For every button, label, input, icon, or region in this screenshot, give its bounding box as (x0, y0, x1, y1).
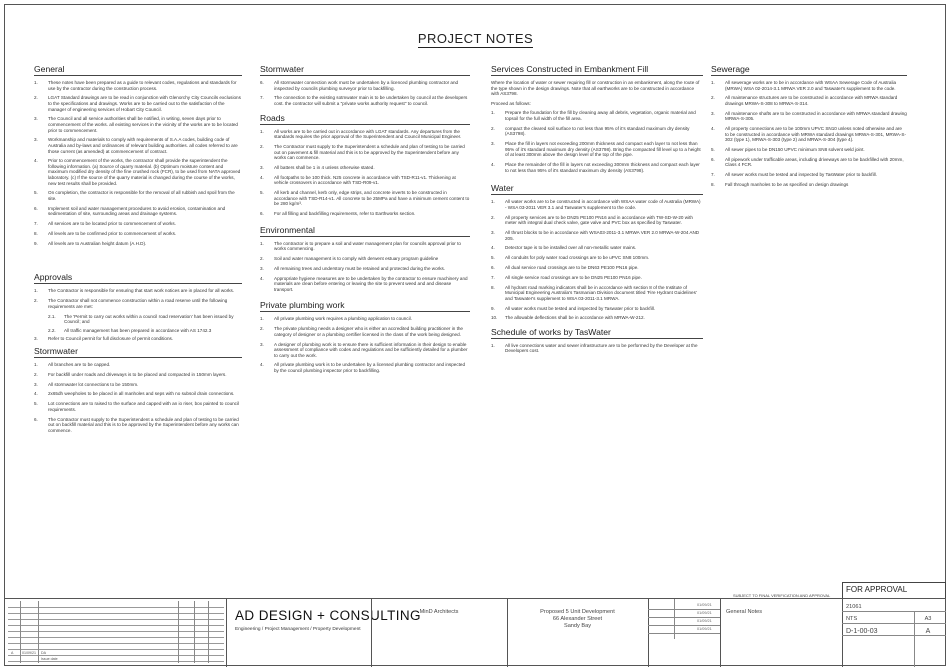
general-notes-list (34, 80, 242, 246)
drawing-title: General Notes (726, 609, 763, 615)
list-item (260, 276, 470, 293)
list-item-text: The private plumbing needs a designer who is either an accredited building practitioner in the category of designer or a plumbing certifier licensed in the class of the work being designed. (274, 326, 463, 337)
drawing-number: D-1-00-03 (846, 628, 878, 635)
list-item-number: 3. (34, 116, 38, 122)
list-item (711, 111, 907, 122)
list-item-number: 5. (711, 147, 715, 153)
list-item-text: These notes have been prepared as a guide to relevant codes, regulations and standards for use by the contractor during the construction process. (48, 80, 237, 91)
list-item (260, 95, 470, 106)
sub-list-item: 2.1. The 'Permit to carry out works within a council road reservation' has been issued by Council; and (48, 313, 234, 325)
revision-table (8, 601, 224, 663)
list-item-text: Detector tape is to be installed over all non-metallic water mains. (505, 245, 637, 251)
list-item-text: All works are to be carried out in accordance with LGAT standards. Any departures from the standards requires the prior approval of the Superintendent and Council Municipal Engineer. (274, 128, 462, 140)
list-item-number: 6. (491, 264, 495, 270)
list-item-number: 3. (260, 341, 264, 347)
list-item-text: All thrust blocks to be in accordance with WSA03-2011-3.1 MRWA VER 2.0 MRWA-W-204 AND 205. (505, 230, 700, 241)
list-item (491, 275, 703, 281)
section-heading-stormwater-cont: Stormwater (260, 64, 470, 76)
list-item (711, 157, 907, 168)
list-item-number: 6. (711, 156, 715, 162)
list-item-number: 4. (711, 126, 715, 132)
list-item-text: All sewer pipes to be DN150 UPVC minimum SN8 solvent weld joint. (725, 147, 865, 153)
revision-description: DA (41, 651, 46, 655)
list-item (260, 80, 470, 91)
column-2 (260, 60, 470, 378)
stormwater-cont-list (260, 80, 470, 107)
list-item-text: All maintenance structures are to be constructed in accordance with MRWA standard drawings MRWA-S-308 to MRWA-S-314. (725, 95, 898, 106)
list-item-text: All stormwater lot connections to be 150mm. (48, 381, 139, 387)
list-item-text: Workmanship and materials to comply with requirements of S.A.A codes, building code of Australia and by-laws and ordinances of relevant building authorities. all codes referred to are those current (as amended) at commencement of contract. (48, 137, 238, 154)
list-item-text: All private plumbing work is to be undertaken by a licensed plumbing contractor and inspected by the council plumbing inspector prior to backfilling. (274, 362, 466, 374)
list-item (34, 137, 242, 154)
list-item (711, 80, 907, 91)
roads-notes-list (260, 129, 470, 217)
list-item (34, 80, 242, 91)
subject-note: SUBJECT TO FINAL VERIFICATION AND APPROVAL (733, 593, 831, 598)
list-item: 3. Refer to Council permit for full disclosure of permit conditions. (34, 336, 174, 342)
list-item (260, 175, 470, 186)
section-heading-approvals: Approvals (34, 272, 242, 284)
list-item (491, 110, 703, 121)
list-item-text: All remaining trees and understory must be retained and protected during the works. (274, 265, 446, 271)
list-item-text: All sewerage works are to be in accordance with WSAA Sewerage Code of Australia (MRWA) WSA 02-2014-3.1 MRWA VER 2.0 and Taswater's supplement to the code. (725, 80, 897, 91)
list-item-number: 6. (260, 211, 264, 217)
list-item-number: 1. (260, 316, 264, 322)
list-item-text: On completion, the contractor is responsible for the removal of all rubbish and spoil from the site. (48, 190, 235, 202)
check-date-4: 01/09/21 (697, 627, 712, 631)
list-item-text: All maintenance shafts are to be constructed in accordance with MRWA standard drawing MRWA-S-305. (725, 110, 907, 122)
revision-letter: A (11, 651, 14, 655)
section-heading-water: Water (491, 183, 703, 195)
plumbing-notes-list (260, 316, 470, 373)
list-item-number: 7. (34, 221, 38, 227)
water-notes-list (491, 199, 703, 321)
list-item-text: compact the cleared soil surface to not less than 95% of it's standard maximum dry density (AS3798). (505, 125, 690, 137)
column-1 (34, 60, 242, 438)
column-4 (711, 60, 907, 192)
list-item (491, 141, 703, 158)
list-item (491, 126, 703, 137)
list-item-number: 5. (34, 401, 38, 407)
stormwater-notes-list (34, 362, 242, 433)
list-item (260, 165, 470, 171)
list-item-number: 9. (491, 305, 495, 311)
list-item-text: All levels are to be confirmed prior to commencement of works. (48, 230, 177, 236)
list-item-number: 1. (34, 80, 38, 85)
list-item-number: 4. (260, 275, 264, 281)
project-line-1: Proposed 5 Unit Development (540, 609, 615, 615)
list-item (491, 306, 703, 312)
list-item-text: All live connections water and sewer infrastructure are to be performed by the Developer at the Developers cost. (505, 342, 698, 354)
list-item (491, 343, 703, 354)
list-item-text: Place the fill in layers not exceeding 200mm thickness and compact each layer to not less than 95% of it's standard maximum dry density (AS3798). Bring the compacted fill level up to a height of at least 300mm above the design level of the top of the pipe. (505, 141, 701, 158)
list-item-text: All stormwater connection work must be undertaken by a licenced plumbing contractor and inspected by councils plumbing surveyor prior to backfilling. (274, 80, 459, 91)
list-item-text: Prepare the foundation for the fill by cleaning away all debris, vegetation, organic material and topsoil for the full width of the fill area. (505, 110, 696, 121)
list-item-number: 4. (260, 174, 264, 180)
approval-status: FOR APPROVAL (842, 582, 946, 598)
section-heading-stormwater: Stormwater (34, 346, 242, 358)
job-number: 21061 (846, 604, 862, 610)
list-item-number: 4. (491, 162, 495, 168)
list-item (491, 265, 703, 271)
list-item: 2. The Contractor shall not commence construction within a road reserve until the following requirements are met: (34, 298, 228, 309)
section-heading-schedule: Schedule of works by TasWater (491, 327, 703, 339)
list-item (711, 147, 907, 153)
list-item-number: 5. (260, 190, 264, 196)
list-item-text: Prior to commencement of the works, the contractor shall provide the superintendent the following information. (a) Source of quarry material. (b) Optimum moisture content and maximum modified dry density of the fine crushed rock (FCR), to be used from NATA approved laboratory. (c) If the source of the quarry material is changed during the course of the works, new test results shall be provided. (48, 158, 241, 186)
file-path-strip (919, 300, 941, 590)
list-item-number: 1. (491, 199, 495, 205)
section-heading-general: General (34, 64, 242, 76)
list-item (260, 190, 470, 207)
list-item-number: 7. (491, 274, 495, 280)
list-item (711, 95, 907, 106)
list-item (34, 158, 242, 186)
schedule-notes-list (491, 343, 703, 354)
list-item-text: Appropriate hygiene measures are to be undertaken by the contractor to ensure machinery and materials are clean before entering or leaving the site to prevent weed and and disease transport. (274, 275, 468, 292)
list-item-number: 8. (711, 182, 715, 188)
list-item (34, 391, 242, 397)
list-item (260, 256, 470, 262)
list-item (260, 362, 470, 373)
list-item (260, 129, 470, 140)
column-3 (491, 60, 703, 358)
list-item-number: 6. (34, 416, 38, 422)
list-item-number: 8. (491, 284, 495, 290)
list-item (34, 231, 242, 237)
section-heading-embankment: Services Constructed in Embankment Fill (491, 64, 703, 76)
list-item (34, 116, 242, 133)
list-item-text: All private plumbing work requires a plumbing application to council. (274, 316, 412, 322)
section-heading-sewerage: Sewerage (711, 64, 907, 76)
list-item-number: 7. (260, 95, 264, 101)
environmental-notes-list (260, 241, 470, 293)
list-item-number: 2. (260, 326, 264, 332)
list-item (34, 382, 242, 388)
list-item-number: 2. (711, 95, 715, 101)
list-item (491, 245, 703, 251)
scale-value: NTS (846, 616, 858, 622)
list-item (34, 362, 242, 368)
list-item-number: 2. (34, 371, 38, 377)
check-date-3: 01/09/21 (697, 619, 712, 623)
sewerage-notes-list (711, 80, 907, 188)
list-item-number: 3. (491, 141, 495, 147)
list-item-text: The allowable deflections shall be in accordance with MRWA-W-212. (505, 315, 645, 321)
list-item (260, 342, 470, 359)
list-item-number: 2. (491, 125, 495, 131)
list-item-text: Place the remainder of the fill in layers not exceeding 300mm thickness and compact each layer to not less than 95% of it's standard maximum dry density (AS3798). (505, 162, 700, 173)
list-item (34, 372, 242, 378)
list-item-text: All single service road crossings are to be DN25 PE100 PN16 pipe. (505, 274, 642, 280)
list-item-text: All water works are to be constructed in accordance with WSAA water code of Australia (MRWA) - WSA 03-2011 VER 3.1 and Taswater's supplement to the code. (505, 199, 701, 210)
list-item-number: 7. (711, 172, 715, 178)
list-item (260, 266, 470, 272)
list-item (711, 126, 907, 143)
project-line-2: 66 Alexander Street (552, 616, 603, 622)
list-item-text: A designer of plumbing work is to ensure there is sufficient information in their design to enable assessment of compliance with codes and regulations and be sufficiently detailed for a plumber to carry out the work. (274, 341, 468, 358)
revision-code: A (925, 628, 931, 635)
list-item-text: All conduits for poly water road crossings are to be uPVC SN8 100mm. (505, 255, 650, 261)
section-heading-private-plumbing: Private plumbing work (260, 300, 470, 312)
list-item (260, 316, 470, 322)
list-item-number: 2. (260, 256, 264, 261)
list-item-number: 4. (34, 391, 38, 397)
list-item-text: Soil and water management is to comply with derwent estuary program guideline (274, 256, 439, 261)
list-item-number: 6. (260, 80, 264, 85)
list-item-text: All dual service road crossings are to be DN63 PE100 PN16 pipe. (505, 264, 639, 270)
list-item-number: 2. (491, 214, 495, 220)
check-date-2: 01/09/21 (697, 611, 712, 615)
list-item-number: 1. (34, 362, 38, 368)
list-item (260, 326, 470, 337)
list-item (34, 417, 242, 434)
list-item-text: All services are to be located prior to commencement of works. (48, 221, 176, 227)
list-item-number: 8. (34, 230, 38, 236)
list-item-number: 3. (34, 137, 38, 143)
list-item-text: All batters shall be 1 in 4 unless otherwise stated. (274, 164, 375, 170)
list-item-text: All footpaths to be 100 thick. N25 concrete in accordance with TSD-R11-v1. Thickening at vehicle crossovers in accordance with TSD-R09-v1. (274, 174, 456, 186)
list-item-text: LGAT Standard drawings are to be read in conjunction with Glenorchy City Councils exclusions to the specifications and drawings. Works are to be carried out to the satisfaction of the manager of engineering services of Hobart City Council. (48, 95, 241, 112)
list-item (491, 199, 703, 210)
list-item-number: 1. (711, 80, 715, 85)
list-item (491, 230, 703, 241)
list-item (34, 221, 242, 227)
embankment-proceed: Proceed as follows: (491, 100, 531, 106)
list-item-text: For backfill under roads and driveways is to be placed and compacted in 150mm layers. (48, 371, 227, 377)
check-date-1: 01/09/21 (697, 603, 712, 607)
list-item-text: All water works must be tested and inspected by Taswater prior to backfill. (505, 305, 656, 311)
section-heading-environmental: Environmental (260, 225, 470, 237)
list-item-number: 3. (711, 110, 715, 116)
list-item-text: All pipework under trafficable areas, including driveways are to be backfilled with 20mm, Class 4 FCR. (725, 156, 904, 168)
list-item (491, 255, 703, 261)
list-item-number: 3. (260, 164, 264, 170)
list-item (34, 206, 242, 217)
client-name: MinD Architects (419, 609, 459, 615)
list-item (491, 162, 703, 173)
list-item-number: 3. (34, 381, 38, 387)
embankment-intro: Where the location of water or sewer requiring fill or construction in an embankment, along the route of the type shown in the design drawings. Note that all earthworks are to be constructed in accordance with AS3798. (491, 80, 700, 97)
list-item-number: 4. (491, 245, 495, 251)
list-item-text: All property services are to be DN25 PE100 PN16 and in accordance with TW-SD-W-20 with meter with integral dual check valve, gate valve and PVC box as specified by Taswater. (505, 214, 693, 226)
list-item (260, 144, 470, 161)
list-item (491, 285, 703, 302)
sub-list-item: 2.2. All traffic management has been prepared in accordance with AS 1742.3 (48, 327, 212, 333)
list-item-text: Implement soil and water management procedures to avoid erosion, contamination and sedimentation of site, surrounding areas and drainage systems. (48, 205, 226, 217)
embankment-notes-list (491, 110, 703, 173)
list-item-number: 4. (34, 158, 38, 164)
revision-issue-date: Issue date (41, 657, 58, 661)
list-item (34, 401, 242, 412)
list-item-number: 6. (34, 205, 38, 211)
list-item-number: 4. (260, 362, 264, 368)
list-item-number: 1. (260, 240, 264, 246)
list-item-text: All property connections are to be 100mm UPVC SN10 unless noted otherwise and are to be constructed in accordance with MRWA standard drawings MRWA-S-301, MRWA-S-302 (type 1), MRWA-S-303 (type 2) and MRWA-S-304 (type 4). (725, 126, 907, 143)
list-item (491, 215, 703, 226)
revision-date: 01/09/21 (22, 651, 36, 655)
page-title: PROJECT NOTES (417, 31, 534, 46)
list-item: 1. The Contractor is responsible for ensuring that start work notices are in placed for all works. (34, 288, 235, 294)
title-block (4, 598, 946, 666)
list-item (34, 241, 242, 247)
list-item-text: Lot connections are to raised to the surface and capped with an io riser, box painted to council requirements. (48, 401, 240, 412)
list-item-number: 3. (491, 230, 495, 236)
list-item-text: The contractor is to prepare a soil and water management plan for councils approval prior to works commencing. (274, 240, 461, 252)
list-item-text: The Council and all service authorities shall be notified, in writing, seven days prior to commencement of the works. all existing services in the vicinity of the works are to be located prior to commencement. (48, 116, 238, 133)
list-item (711, 182, 907, 188)
list-item-number: 5. (34, 190, 38, 196)
list-item-number: 2. (260, 143, 264, 149)
list-item (260, 241, 470, 252)
list-item-text: The connection to the existing sotmwater main is to be undertaken by council at the developers cost. the contractor will submit a "private works authority request" to council. (274, 95, 468, 106)
company-logo-name: AD DESIGN + CONSULTING (235, 608, 421, 623)
list-item-text: All kerb and channel, kerb only, edge strips, and concrete inverts to be constructed in accordance with TSD-R14-v1. All concrete to be 25MPa and have a minimum cement content to be 280 kg/m³. (274, 190, 470, 207)
list-item-text: All levels are to Australian height datum (A.H.D). (48, 240, 147, 246)
company-tagline: Engineering / Project Management / Property Development (235, 627, 361, 632)
list-item-text: All branches are to be capped. (48, 362, 111, 368)
section-heading-roads: Roads (260, 113, 470, 125)
list-item-number: 9. (34, 240, 38, 246)
list-item-number: 1. (260, 128, 264, 134)
list-item (260, 211, 470, 217)
sheet-size: A3 (924, 616, 932, 622)
project-line-3: Sandy Bay (563, 623, 592, 629)
list-item-text: 2x65dh weepholes to be placed in all manholes and seps with no subsoil drain connections. (48, 391, 235, 397)
list-item-number: 3. (260, 265, 264, 271)
list-item (491, 315, 703, 321)
list-item (34, 190, 242, 201)
list-item-number: 1. (491, 342, 495, 348)
list-item-text: Fall through manholes to be as specified on design drawings (725, 182, 849, 188)
list-item-number: 2. (34, 95, 38, 101)
list-item (34, 95, 242, 112)
list-item-text: The Contractor must supply to the Superintendent a schedule and plan of testing to be carried out on backfill material and this is to be approved by the Superintendent before any works can commence. (48, 416, 239, 433)
list-item-number: 5. (491, 255, 495, 261)
list-item-number: 10. (491, 315, 498, 321)
list-item-number: 1. (491, 110, 495, 116)
list-item-text: The Contractor must supply to the Superintendent a schedule and plan of testing to be carried out on pavement & fill material and this is to be approved by the Superintendent before any works can commence. (274, 143, 465, 161)
list-item-text: For all filling and backfilling requirements, refer to Earthworks section. (274, 211, 416, 217)
list-item-text: All hydrant road marking indicators shall be in accordance with section 8 of the Institute of Municipal Engineering Australia's Tasmanian Division document titled 'Fire Hydrant Guidelines' and Taswater's supplement to WSA 03-2011-3.1 MRWA. (505, 284, 697, 301)
list-item (711, 172, 907, 178)
list-item-text: All sewer works must be tested and inspected by TasWater prior to backfill. (725, 172, 877, 178)
